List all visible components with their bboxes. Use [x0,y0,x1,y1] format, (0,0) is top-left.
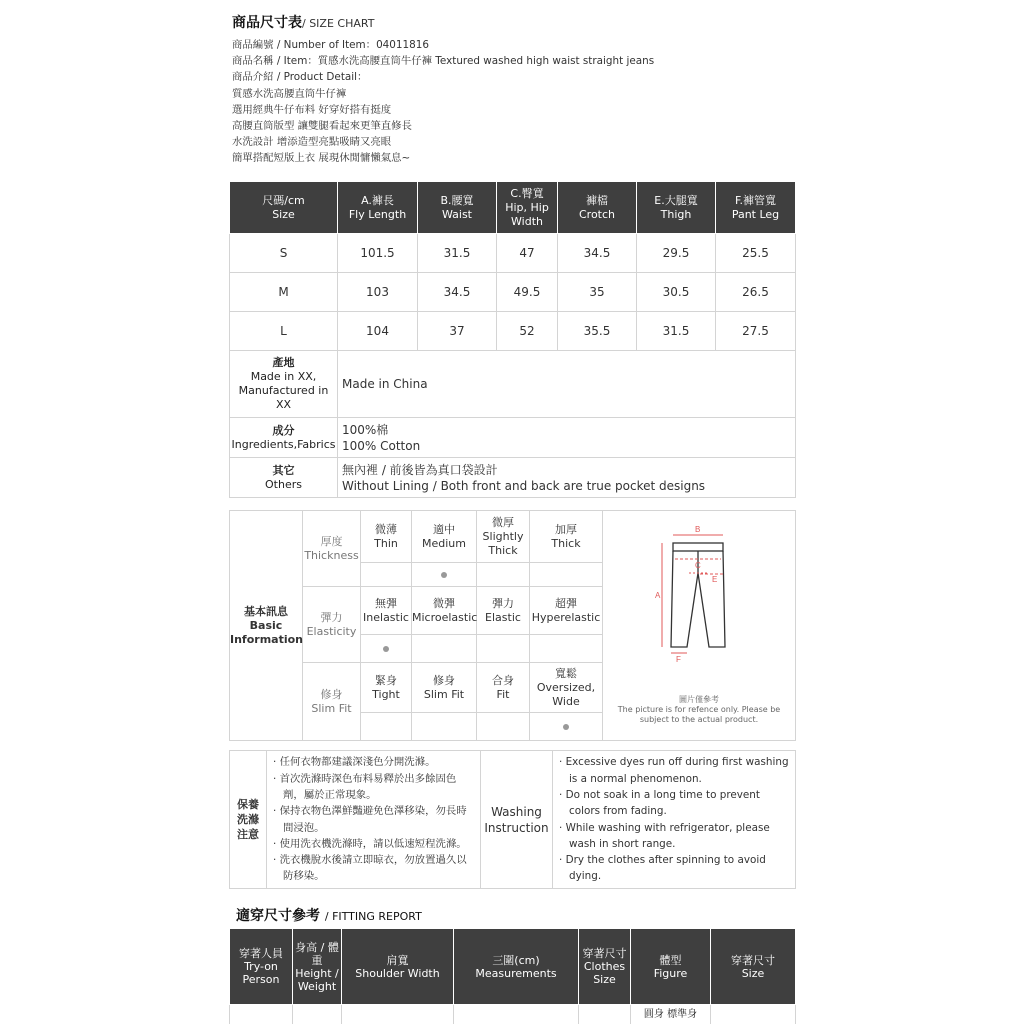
info-line: 質感水洗高腰直筒牛仔褲 [232,87,347,100]
origin-value: Made in China [338,351,796,418]
figure-cell: 圓身 標準身 [631,1005,711,1024]
col-header-fly-length: A.褲長 Fly Length [338,182,418,234]
col-header-hip: C.臀寬 Hip, Hip Width [497,182,558,234]
option-marker-cell [361,563,412,587]
list-item: · While washing with refrigerator, please wash in short range. [559,821,770,850]
option-marker-cell [412,563,477,587]
table-cell: 37 [418,312,497,351]
col-header-shoulder: 肩寬 Shoulder Width [342,929,454,1005]
col-header-person: 穿著人員 Try-on Person [230,929,293,1005]
option-marker-cell [477,713,530,741]
elasticity-option: 微彈 Microelastic [412,587,477,635]
fit-option: 寬鬆 Oversized, Wide [530,663,603,713]
thickness-label: 厚度 Thickness [303,511,361,587]
option-marker-cell [412,635,477,663]
others-row [230,458,796,498]
washing-zh-list [267,751,481,889]
size-cell: L [230,312,338,351]
table-cell [293,1005,342,1024]
fitting-report-table [229,928,796,1024]
table-cell: 25.5 [716,234,796,273]
washing-en-list [553,751,796,889]
others-value: 無內裡 / 前後皆為真口袋設計 Without Lining / Both front and back are true pocket designs [338,458,796,498]
size-chart-table [229,181,796,498]
origin-row [230,351,796,418]
list-item: · 首次洗滌時深色布料易釋於出多餘固色劑，屬於正常現象。 [273,772,457,801]
table-cell: 27.5 [716,312,796,351]
basic-info-label: 基本訊息 Basic Information [230,511,303,741]
list-item: · 保持衣物色澤鮮豔避免色澤移染，勿長時間浸泡。 [273,805,467,834]
size-chart-title: 商品尺寸表/ SIZE CHART [232,15,375,31]
option-marker-cell [477,563,530,587]
info-line: 水洗設計 增添造型亮點吸睛又亮眼 [232,136,392,149]
info-line: 商品介紹 / Product Detail： [232,71,368,84]
origin-label: 產地 Made in XX, Manufactured in XX [230,351,338,418]
table-cell: 30.5 [637,273,716,312]
col-header-clothes-size: 穿著尺寸 Clothes Size [579,929,631,1005]
table-cell [454,1005,579,1024]
table-cell: 29.5 [637,234,716,273]
table-row [230,273,796,312]
elasticity-label: 彈力 Elasticity [303,587,361,663]
table-cell: 31.5 [418,234,497,273]
diagram-label-c: C [695,561,701,570]
selected-dot [383,646,389,652]
size-cell: M [230,273,338,312]
table-row [230,1005,796,1024]
elasticity-option: 無彈 Inelastic [361,587,412,635]
table-cell: 101.5 [338,234,418,273]
table-cell: 26.5 [716,273,796,312]
diagram-label-b: B [695,525,701,534]
fit-option: 修身 Slim Fit [412,663,477,713]
option-marker-cell [530,713,603,741]
col-header-crotch: 褲檔 Crotch [558,182,637,234]
col-header-thigh: E.大腿寬 Thigh [637,182,716,234]
ingredients-row [230,418,796,458]
table-cell: 103 [338,273,418,312]
list-item: · 洗衣機脫水後請立即晾衣，勿放置過久以防移染。 [273,854,467,883]
size-header-row [230,182,796,234]
washing-label-en: Washing Instruction [481,751,553,889]
table-cell [342,1005,454,1024]
product-info [232,37,654,167]
table-cell: 34.5 [418,273,497,312]
basic-info-table [229,510,796,741]
table-cell: 49.5 [497,273,558,312]
fit-label: 修身 Slim Fit [303,663,361,741]
thickness-option: 微薄 Thin [361,511,412,563]
fit-option: 合身 Fit [477,663,530,713]
table-cell: 35.5 [558,312,637,351]
fitting-report-title: 適穿尺寸參考 / FITTING REPORT [236,908,422,924]
selected-dot [563,724,569,730]
washing-table [229,750,796,889]
list-item: · 使用洗衣機洗滌時，請以低速短程洗滌。 [273,837,467,850]
table-cell [711,1005,796,1024]
washing-label-zh: 保養洗滌注意 [230,751,267,889]
waistband [673,543,723,551]
table-cell: 31.5 [637,312,716,351]
col-header-size: 尺碼/cm Size [230,182,338,234]
elasticity-option: 彈力 Elastic [477,587,530,635]
fitting-header-row [230,929,796,1005]
info-line: 簡單搭配短版上衣 展現休閒慵懶氣息~ [232,152,411,165]
thickness-option: 微厚 Slightly Thick [477,511,530,563]
option-marker-cell [530,563,603,587]
list-item: · Do not soak in a long time to prevent colors from fading. [559,788,760,818]
list-item: · Dry the clothes after spinning to avoid dying. [559,854,766,883]
table-row [230,234,796,273]
option-marker-cell [361,635,412,663]
elasticity-option: 超彈 Hyperelastic [530,587,603,635]
info-line: 高腰直筒版型 讓雙腿看起來更筆直修長 [232,120,412,133]
diagram-caption: 圖片僅參考 The picture is for refence only. Please be subject to the actual product. [617,695,781,724]
diagram-label-e: E [712,575,718,584]
option-marker-cell [530,635,603,663]
ingredients-label: 成分 Ingredients,Fabrics [230,418,338,458]
thickness-option: 適中 Medium [412,511,477,563]
table-cell [230,1005,293,1024]
col-header-waist: B.腰寬 Waist [418,182,497,234]
diagram-label-a: A [655,591,661,600]
size-cell: S [230,234,338,273]
table-cell: 47 [497,234,558,273]
table-row [230,312,796,351]
table-cell [579,1005,631,1024]
fit-option: 緊身 Tight [361,663,412,713]
option-marker-cell [361,713,412,741]
col-header-figure: 體型 Figure [631,929,711,1005]
selected-dot [441,572,447,578]
option-marker-cell [412,713,477,741]
col-header-pant-leg: F.褲管寬 Pant Leg [716,182,796,234]
info-line: 商品名稱 / Item：質感水洗高腰直筒牛仔褲 Textured washed high waist straight jeans [232,55,655,68]
table-cell: 52 [497,312,558,351]
info-line: 商品編號 / Number of Item：04011816 [232,39,429,51]
list-item: · Excessive dyes run off during first washing is a normal phenomenon. [559,756,789,785]
info-line: 選用經典牛仔布料 好穿好搭有挺度 [232,103,392,116]
table-cell: 35 [558,273,637,312]
table-cell: 104 [338,312,418,351]
list-item: · 任何衣物都建議深淺色分開洗滌。 [273,756,436,769]
others-label: 其它 Others [230,458,338,498]
option-marker-cell [477,635,530,663]
pants-diagram [604,521,794,671]
table-cell: 34.5 [558,234,637,273]
col-header-size: 穿著尺寸 Size [711,929,796,1005]
col-header-measurements: 三圍(cm) Measurements [454,929,579,1005]
pants-diagram-cell [603,511,796,741]
thickness-option: 加厚 Thick [530,511,603,563]
col-header-height-weight: 身高 / 體重 Height / Weight [293,929,342,1005]
ingredients-value: 100%棉 100% Cotton [338,418,796,458]
diagram-label-f: F [676,655,681,664]
